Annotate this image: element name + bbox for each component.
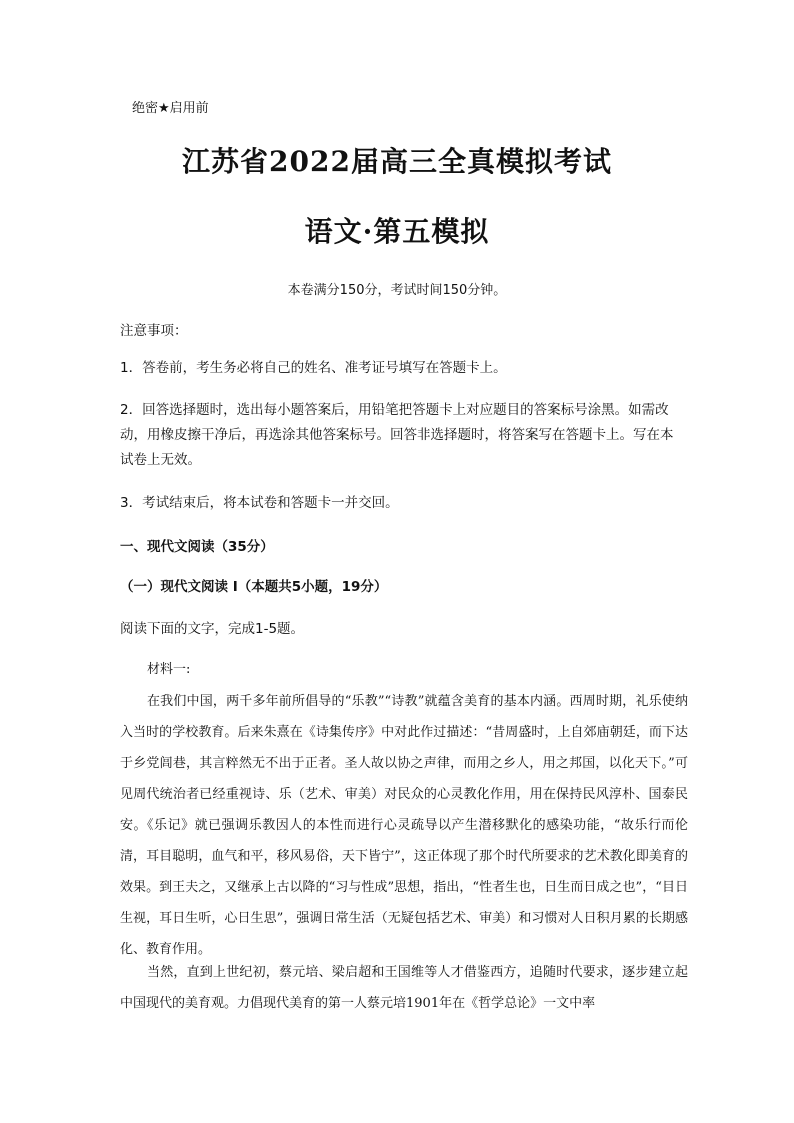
- exam-info: 本卷满分150分，考试时间150分钟。: [287, 283, 507, 298]
- material-label: 材料一:: [147, 662, 191, 677]
- reading-instruction: 阅读下面的文字，完成1-5题。: [120, 621, 305, 637]
- material-paragraph-1: 在我们中国，两千多年前所倡导的“乐教”“诗教”就蕴含美育的基本内涵。西周时期，礼乐使纳入当时的学校教育。后来朱熹在《诗集传序》中对此作过描述：“昔周盛时，上自郊庙朝廷，而下达于乡党闾巷，其言粹然无不出于正者。圣人故以协之声律，而用之乡人，用之邦国，以化天下。”可见周代统治者已经重视诗、乐（艺术、审美）对民众的心灵教化作用，用在保持民风淳朴、国泰民安。《乐记》就已强调乐教因人的本性而进行心灵疏导以产生潜移默化的感染功能，“故乐行而伦清，耳目聪明，血气和平，移风易俗，天下皆宁”，这正体现了那个时代所要求的艺术教化即美育的效果。到王夫之，又继承上古以降的“习与性成”思想，指出，“性者生也，日生而日成之也”，“目日生视，耳日生听，心日生思”，强调日常生活（无疑包括艺术、审美）和习惯对人日积月累的长期感化、教育作用。: [120, 694, 688, 957]
- exam-title: 江苏省2022届高三全真模拟考试: [182, 145, 612, 178]
- notice-item-3: 3．考试结束后，将本试卷和答题卡一并交回。: [120, 495, 399, 511]
- notice-heading: 注意事项：: [120, 323, 188, 339]
- section-title: 一、现代文阅读（35分）: [120, 539, 274, 555]
- confidential-mark: 绝密★启用前: [132, 101, 209, 116]
- notice-item-1: 1．答卷前，考生务必将自己的姓名、准考证号填写在答题卡上。: [120, 360, 507, 376]
- notice-item-2: 2．回答选择题时，选出每小题答案后，用铅笔把答题卡上对应题目的答案标号涂黑。如需改动，用橡皮擦干净后，再选涂其他答案标号。回答非选择题时，将答案写在答题卡上。写在本试卷上无效。: [120, 402, 674, 468]
- exam-subject-title: 语文·第五模拟: [304, 215, 490, 248]
- section-subtitle: （一）现代文阅读 I（本题共5小题，19分）: [120, 579, 388, 595]
- material-paragraph-2: 当然，直到上世纪初，蔡元培、梁启超和王国维等人才借鉴西方，追随时代要求，逐步建立起中国现代的美育观。力倡现代美育的第一人蔡元培1901年在《哲学总论》一文中率: [120, 965, 688, 1011]
